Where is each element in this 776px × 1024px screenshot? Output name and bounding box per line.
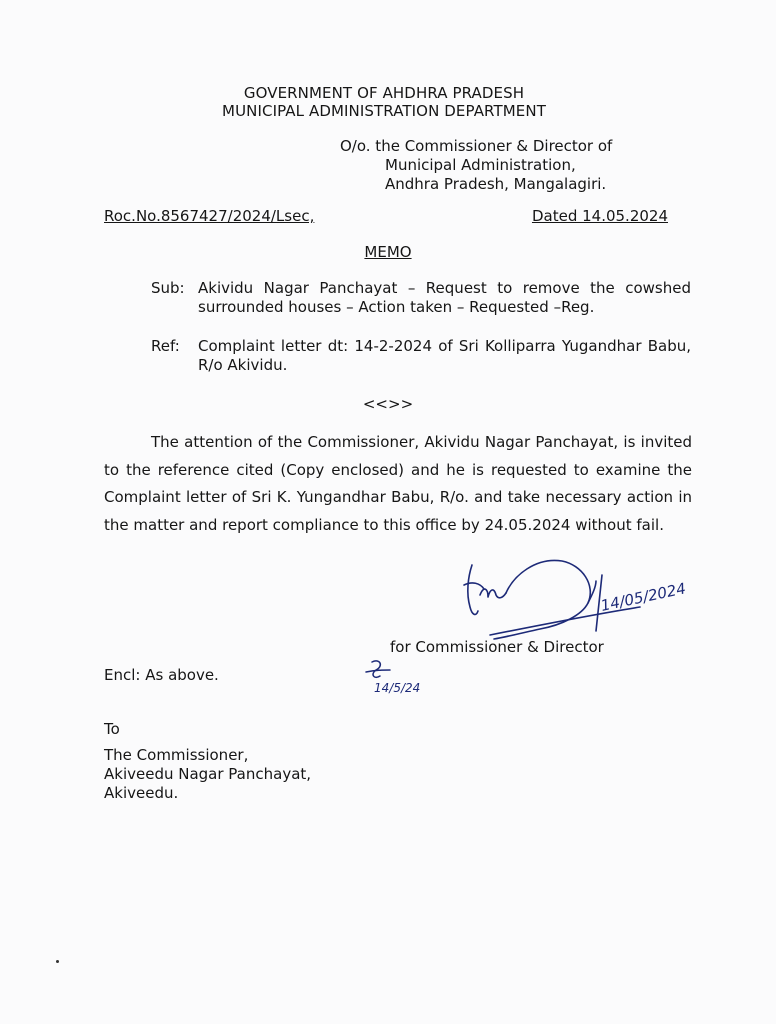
office-address <box>340 137 612 194</box>
reference-label: Ref: <box>151 337 180 355</box>
subject-block <box>151 279 691 317</box>
addressee-line-1: The Commissioner, <box>104 746 249 764</box>
office-line-3: Andhra Pradesh, Mangalagiri. <box>385 175 607 193</box>
addressee-line-2: Akiveedu Nagar Panchayat, <box>104 765 312 783</box>
handwritten-initial <box>362 658 442 702</box>
office-line-1: O/o. the Commissioner & Director of <box>340 137 613 155</box>
reference-number: Roc.No.8567427/2024/Lsec, <box>104 207 315 225</box>
handwritten-signature <box>450 555 688 645</box>
reference-block <box>151 337 691 375</box>
signature-date: 14/05/2024 <box>599 579 688 615</box>
memo-body: The attention of the Commissioner, Akividu Nagar Panchayat, is invited to the reference cited (Copy enclosed) and he is requested to examine the Complaint letter of Sri K. Yungandhar Babu, R/o. and take necessary action in the matter and report compliance to this office by 24.05.2024 without fail. <box>104 433 692 534</box>
government-title: GOVERNMENT OF AHDHRA PRADESH <box>243 84 525 102</box>
memo-date: Dated 14.05.2024 <box>531 207 668 225</box>
addressee <box>104 746 311 803</box>
office-line-2: Municipal Administration, <box>385 156 576 174</box>
reference-text: Complaint letter dt: 14-2-2024 of Sri Kolliparra Yugandhar Babu, R/o Akividu. <box>198 337 691 374</box>
enclosure-note: Encl: As above. <box>104 666 219 684</box>
initial-date: 14/5/24 <box>374 681 421 695</box>
department-title: MUNICIPAL ADMINISTRATION DEPARTMENT <box>222 102 546 120</box>
memo-title: MEMO <box>364 243 412 261</box>
section-separator: <<>> <box>362 395 414 413</box>
paper-speck <box>56 960 59 963</box>
subject-label: Sub: <box>151 279 185 297</box>
addressee-line-3: Akiveedu. <box>104 784 179 802</box>
subject-text: Akividu Nagar Panchayat – Request to remove the cowshed surrounded houses – Action taken – Requested –Reg. <box>198 279 691 316</box>
to-label: To <box>104 720 120 738</box>
signatory: for Commissioner & Director <box>390 638 604 656</box>
